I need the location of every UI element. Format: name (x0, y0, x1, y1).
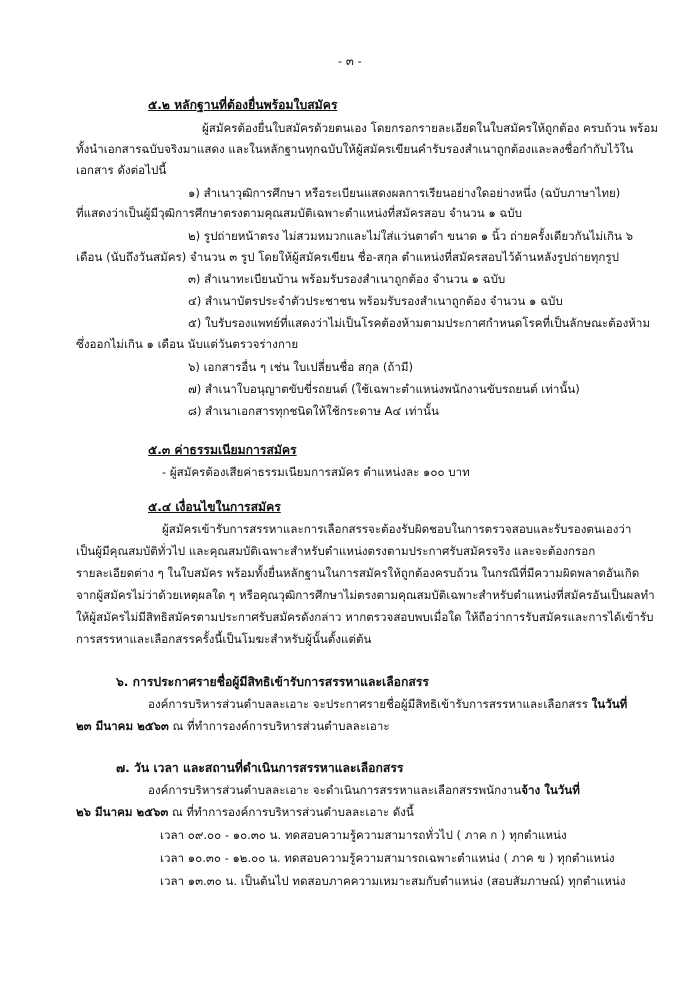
section-7-heading: ๗. วัน เวลา และสถานที่ดำเนินการสรรหาและเลือกสรร (116, 761, 404, 775)
paragraph-line: เป็นผู้มีคุณสมบัติทั่วไป และคุณสมบัติเฉพาะสำหรับตำแหน่งตรงตามประกาศรับสมัครจริง และจะต้องกรอก (76, 544, 596, 558)
list-item: ๓) สำเนาทะเบียนบ้าน พร้อมรับรองสำเนาถูกต้อง จำนวน ๑ ฉบับ (188, 272, 506, 286)
exam-place: ณ ที่ทำการองค์การบริหารส่วนตำบลละเอาะ ดังนี้ (171, 805, 414, 819)
list-item-continuation: ซึ่งออกไม่เกิน ๑ เดือน นับแต่วันตรวจร่างกาย (76, 337, 299, 351)
announcement-date-label: ในวันที่ (591, 697, 628, 711)
paragraph-line: เอกสาร ดังต่อไปนี้ (76, 163, 167, 177)
list-item: ๒) รูปถ่ายหน้าตรง ไม่สวมหมวกและไม่ใส่แว่นตาดำ ขนาด ๑ นิ้ว ถ่ายครั้งเดียวกันไม่เกิน ๖ (188, 229, 634, 243)
exam-date-label: จ้าง ในวันที่ (521, 783, 580, 797)
schedule-item: เวลา ๐๙.๐๐ - ๑๐.๓๐ น. ทดสอบความรู้ความสามารถทั่วไป ( ภาค ก ) ทุกตำแหน่ง (160, 828, 567, 842)
list-item: ๖) เอกสารอื่น ๆ เช่น ใบเปลี่ยนชื่อ สกุล (ถ้ามี) (188, 360, 414, 374)
announcement-line-2 (76, 718, 390, 734)
paragraph-line: ให้ผู้สมัครไม่มีสิทธิสมัครตามประกาศรับสมัครดังกล่าว หากตรวจสอบพบเมื่อใด ให้ถือว่าการรับสมัครและการได้เข้ารับ (76, 610, 654, 624)
list-item: ๕) ใบรับรองแพทย์ที่แสดงว่าไม่เป็นโรคต้องห้ามตามประกาศกำหนดโรคที่เป็นลักษณะต้องห้าม (188, 316, 651, 330)
section-5-4-heading: ๕.๔ เงื่อนไขในการสมัคร (148, 500, 281, 514)
section-5-2-heading: ๕.๒ หลักฐานที่ต้องยื่นพร้อมใบสมัคร (148, 98, 338, 112)
paragraph-line: จากผู้สมัครไม่ว่าด้วยเหตุผลใด ๆ หรือคุณวุฒิการศึกษาไม่ตรงตามคุณสมบัติเฉพาะสำหรับตำแหน่งที่สมัครอันเป็นผลทำ (76, 588, 655, 602)
exam-line-2 (76, 804, 414, 820)
list-item-continuation: เดือน (นับถึงวันสมัคร) จำนวน ๓ รูป โดยให้ผู้สมัครเขียน ชื่อ-สกุล ตำแหน่งที่สมัครสอบไว้ด้านหลังรูปถ่ายทุกรูป (76, 250, 620, 264)
section-6-heading: ๖. การประกาศรายชื่อผู้มีสิทธิเข้ารับการสรรหาและเลือกสรร (116, 675, 429, 689)
announcement-place: ณ ที่ทำการองค์การบริหารส่วนตำบลละเอาะ (172, 719, 390, 733)
paragraph-line: รายละเอียดต่าง ๆ ในใบสมัคร พร้อมทั้งยื่นหลักฐานในการสมัครให้ถูกต้องครบถ้วน ในกรณีที่มีความผิดพลาดอันเกิด (76, 566, 640, 580)
page-number: - ๓ - (338, 54, 362, 68)
announcement-text: องค์การบริหารส่วนตำบลละเอาะ จะประกาศรายชื่อผู้มีสิทธิเข้ารับการสรรหาและเลือกสรร (148, 697, 588, 711)
paragraph-line: ผู้สมัครต้องยื่นใบสมัครด้วยตนเอง โดยกรอกรายละเอียดในใบสมัครให้ถูกต้อง ครบถ้วน พร้อม (202, 121, 658, 135)
list-item-continuation: ที่แสดงว่าเป็นผู้มีวุฒิการศึกษาตรงตามคุณสมบัติเฉพาะตำแหน่งที่สมัครสอบ จำนวน ๑ ฉบับ (76, 206, 522, 220)
announcement-line-1 (148, 696, 627, 712)
exam-date: ๒๖ มีนาคม ๒๕๖๓ (76, 805, 169, 819)
exam-text: องค์การบริหารส่วนตำบลละเอาะ จะดำเนินการสรรหาและเลือกสรรพนักงาน (148, 783, 522, 797)
list-item: ๗) สำเนาใบอนุญาตขับขี่รถยนต์ (ใช้เฉพาะตำแหน่งพนักงานขับรถยนต์ เท่านั้น) (188, 382, 580, 396)
announcement-date: ๒๓ มีนาคม ๒๕๖๓ (76, 719, 169, 733)
schedule-item: เวลา ๑๓.๓๐ น. เป็นต้นไป ทดสอบภาคความเหมาะสมกับตำแหน่ง (สอบสัมภาษณ์) ทุกตำแหน่ง (160, 874, 626, 888)
exam-line-1 (148, 782, 580, 798)
list-item: ๘) สำเนาเอกสารทุกชนิดให้ใช้กระดาษ A๔ เท่านั้น (188, 404, 439, 418)
schedule-item: เวลา ๑๐.๓๐ - ๑๒.๐๐ น. ทดสอบความรู้ความสามารถเฉพาะตำแหน่ง ( ภาค ข ) ทุกตำแหน่ง (160, 851, 615, 865)
fee-line: - ผู้สมัครต้องเสียค่าธรรมเนียมการสมัคร ตำแหน่งละ ๑๐๐ บาท (162, 465, 470, 479)
paragraph-line: การสรรหาและเลือกสรรครั้งนี้เป็นโมฆะสำหรับผู้นั้นตั้งแต่ต้น (76, 632, 372, 646)
section-5-3-heading: ๕.๓ ค่าธรรมเนียมการสมัคร (148, 443, 297, 457)
list-item: ๑) สำเนาวุฒิการศึกษา หรือระเบียนแสดงผลการเรียนอย่างใดอย่างหนึ่ง (ฉบับภาษาไทย) (188, 186, 621, 200)
list-item: ๔) สำเนาบัตรประจำตัวประชาชน พร้อมรับรองสำเนาถูกต้อง จำนวน ๑ ฉบับ (188, 294, 563, 308)
paragraph-line: ทั้งนำเอกสารฉบับจริงมาแสดง และในหลักฐานทุกฉบับให้ผู้สมัครเขียนคำรับรองสำเนาถูกต้องและลงชื่อกำกับไว้ใน (76, 142, 634, 156)
paragraph-line: ผู้สมัครเข้ารับการสรรหาและการเลือกสรรจะต้องรับผิดชอบในการตรวจสอบและรับรองตนเองว่า (162, 522, 632, 536)
